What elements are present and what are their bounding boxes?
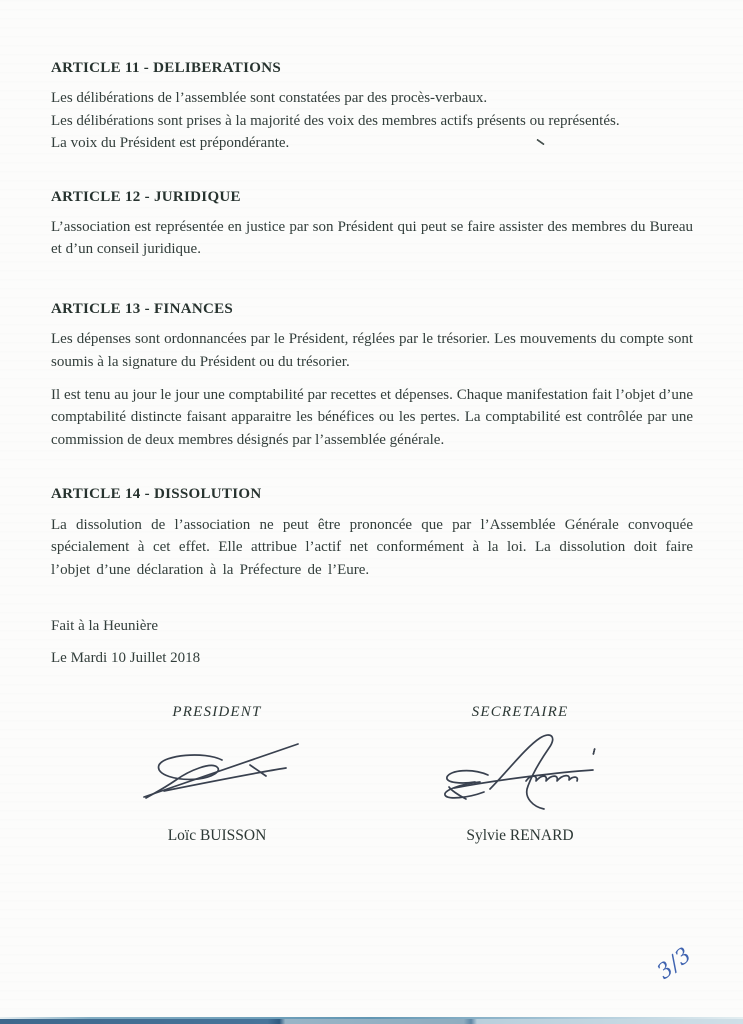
closing-place-line: Fait à la Heunière [51, 617, 159, 634]
article-11-section [51, 57, 693, 155]
article-11-line-2: Les délibérations sont prises à la majorité des voix des membres actifs présents ou représentés. [51, 112, 620, 129]
article-13-heading: ARTICLE 13 - FINANCES [51, 300, 234, 317]
article-14-heading: ARTICLE 14 - DISSOLUTION [51, 486, 262, 503]
signatures-row [51, 731, 693, 811]
article-13-paragraph-1: Les dépenses sont ordonnancées par le Président, réglées par le trésorier. Les mouvements du compte sont soumis à la signature du Président ou du trésorier. [51, 331, 693, 370]
article-12-paragraph: L’association est représentée en justice par son Président qui peut se faire assister des membres du Bureau et d’un conseil juridique. [51, 219, 693, 258]
article-14-paragraph: La dissolution de l’association ne peut être prononcée que par l’Assemblée Générale convoquée spécialement à cet effet. Elle attribue l’actif net conformément à la loi. La dissolution doit faire l’objet d’une déclaration à la Préfecture de l’Eure. [51, 516, 693, 578]
article-13-paragraph-2: Il est tenu au jour le jour une comptabilité par recettes et dépenses. Chaque manifestation fait l’objet d’une comptabilité distincte faisant apparaitre les bénéfices ou les pertes. La comptabilité est contrôlée par une commission de deux membres désignés par l’assemblée générale. [51, 387, 693, 448]
handwritten-page-number: 3/3 [652, 942, 697, 984]
article-11-line-3: La voix du Président est prépondérante. [51, 135, 290, 152]
article-11-line-1: Les délibérations de l’assemblée sont constatées par des procès-verbaux. [51, 90, 488, 107]
article-14-section [51, 483, 693, 581]
secretary-signature-cell [395, 731, 645, 811]
article-12-heading: ARTICLE 12 - JURIDIQUE [51, 188, 241, 205]
president-signature [132, 731, 302, 811]
president-signature-cell [97, 731, 337, 811]
secretary-name: Sylvie RENARD [466, 826, 574, 844]
signer-names-row [51, 827, 693, 845]
secretary-signature [430, 731, 610, 811]
president-name: Loïc BUISSON [167, 826, 267, 844]
closing-block [51, 615, 693, 670]
signature-titles-row [51, 704, 693, 721]
article-13-section [51, 298, 693, 451]
closing-date-line: Le Mardi 10 Juillet 2018 [51, 650, 201, 667]
article-11-heading: ARTICLE 11 - DELIBERATIONS [51, 60, 281, 76]
scan-edge-band [0, 1019, 743, 1024]
article-12-section [51, 186, 693, 261]
president-title: PRESIDENT [172, 703, 262, 720]
secretary-title: SECRETAIRE [471, 703, 569, 720]
